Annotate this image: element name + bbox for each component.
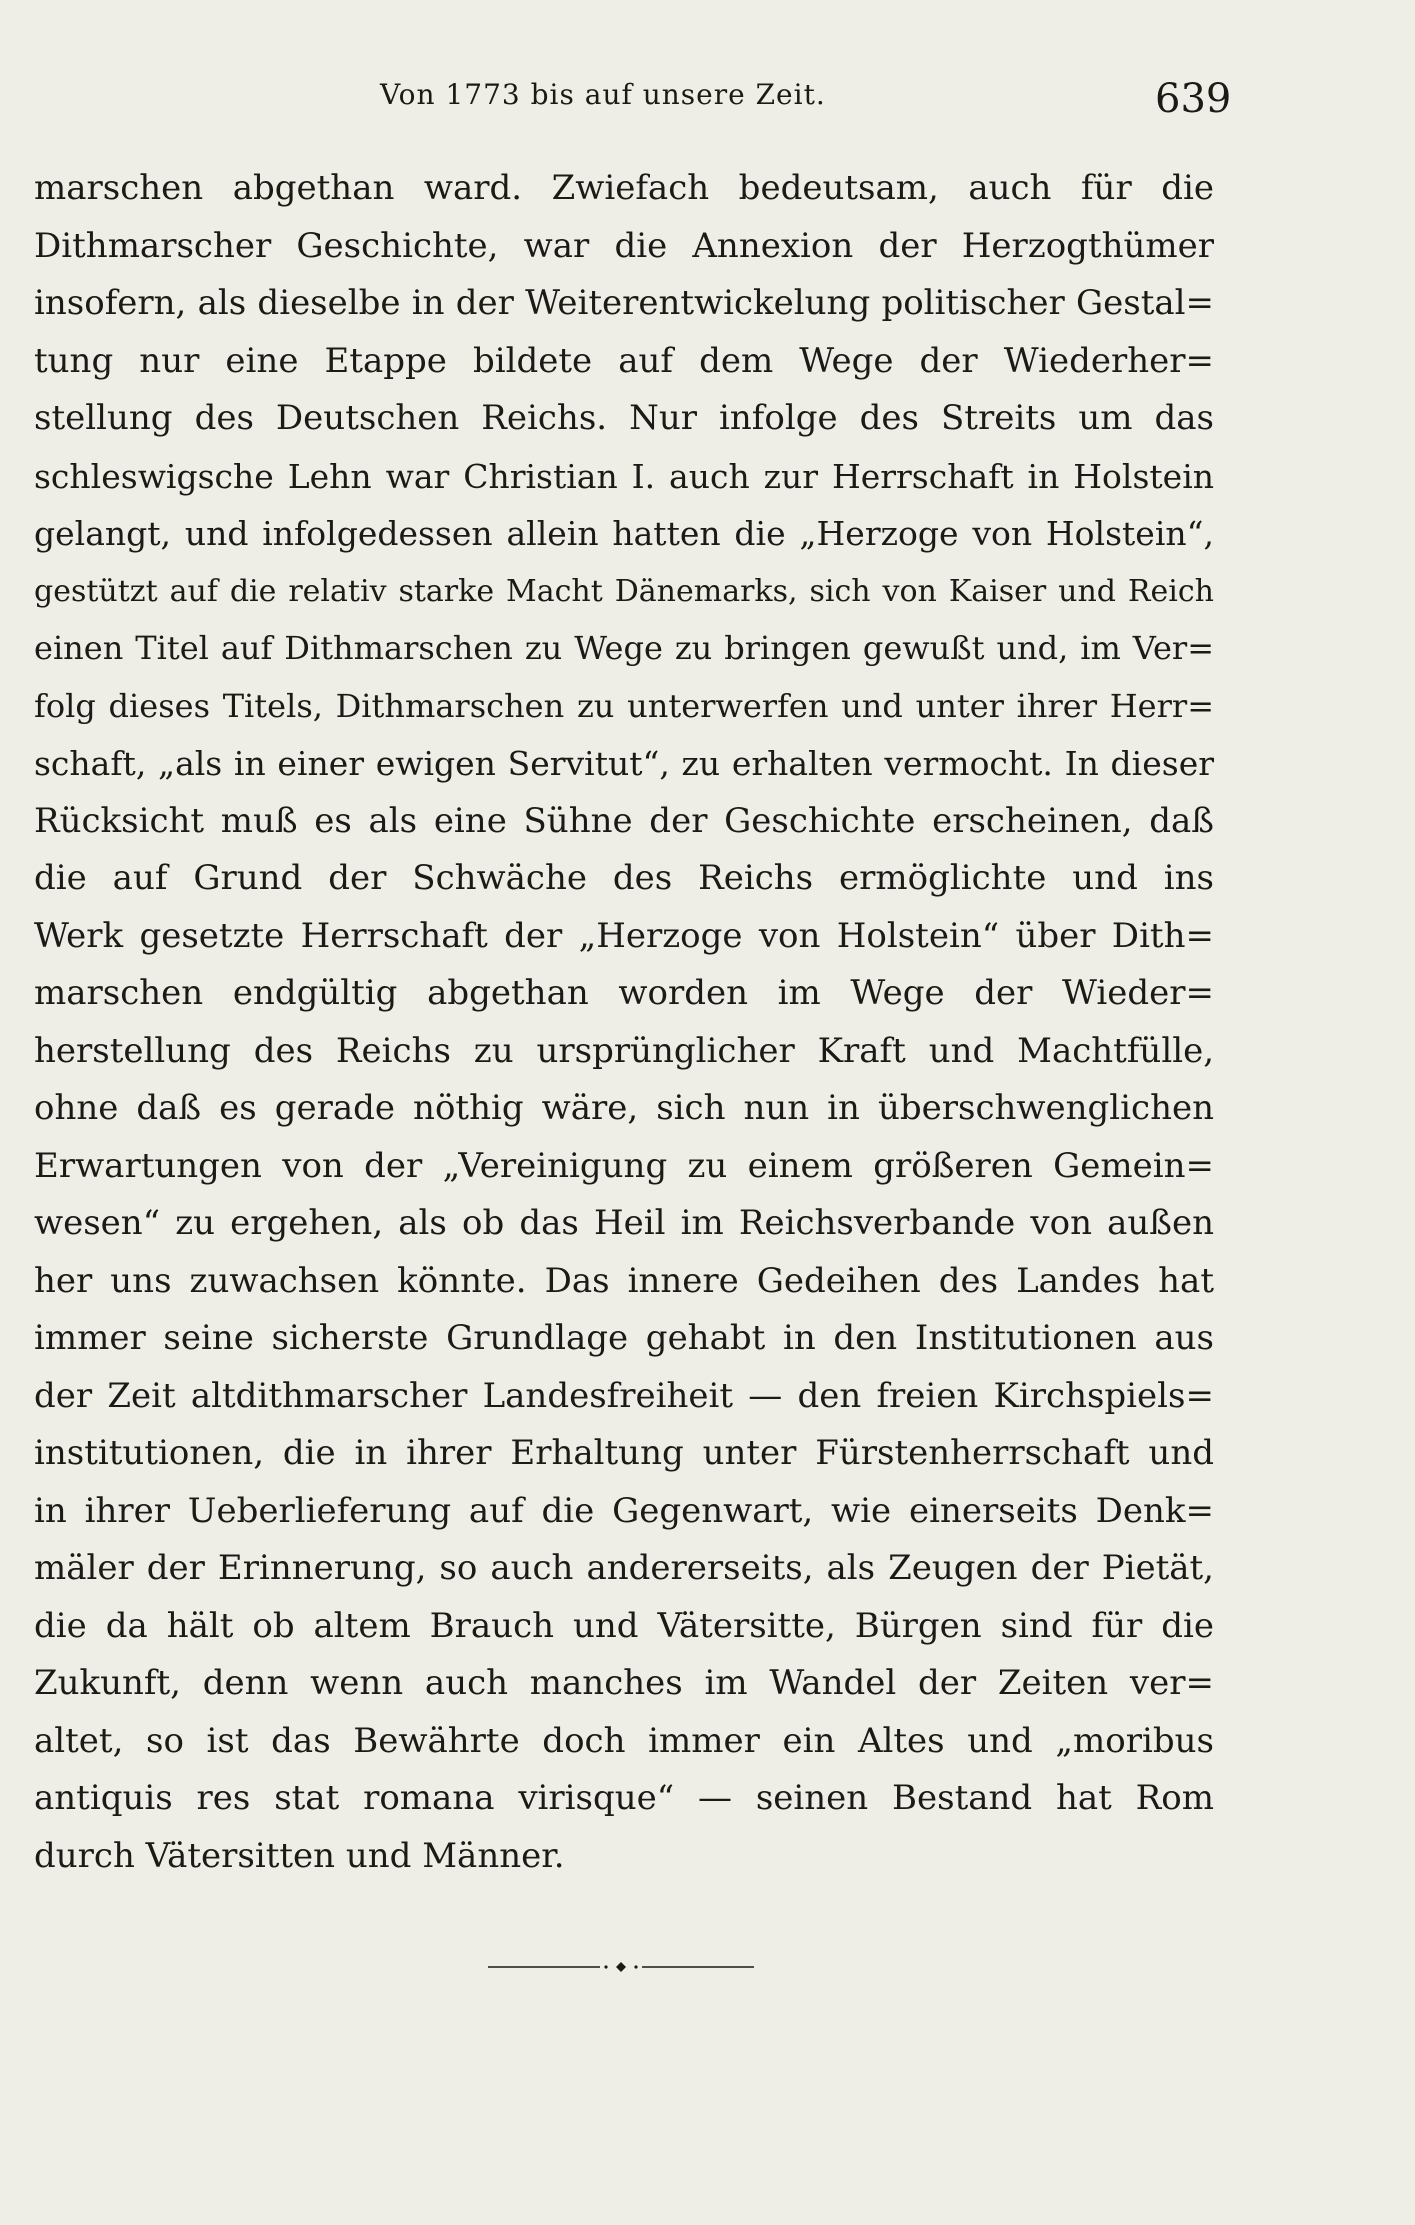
text-line: einen Titel auf Dithmarschen zu Wege zu bringen gewußt und, im Ver= (34, 629, 1214, 667)
ornament-rule-icon (488, 1959, 754, 1975)
running-title: Von 1773 bis auf unsere Zeit. (380, 78, 826, 111)
text-line: herstellung des Reichs zu ursprünglicher Kraft und Machtfülle, (34, 1030, 1214, 1071)
text-line-last: durch Vätersitten und Männer. (34, 1835, 565, 1876)
text-line: her uns zuwachsen könnte. Das innere Gedeihen des Landes hat (34, 1260, 1214, 1301)
text-line: Zukunft, denn wenn auch manches im Wandel der Zeiten ver= (34, 1663, 1214, 1703)
text-line: mäler der Erinnerung, so auch andererseits, als Zeugen der Pietät, (34, 1548, 1214, 1588)
text-line: gestützt auf die relativ starke Macht Dänemarks, sich von Kaiser und Reich (34, 573, 1214, 609)
body-text (34, 160, 1214, 1885)
text-line: antiquis res stat romana virisque“ — seinen Bestand hat Rom (34, 1778, 1214, 1818)
text-line: marschen abgethan ward. Zwiefach bedeutsam, auch für die (34, 168, 1214, 208)
page-number: 639 (1155, 76, 1232, 122)
text-line: immer seine sicherste Grundlage gehabt in den Institutionen aus (34, 1318, 1214, 1358)
text-line: insofern, als dieselbe in der Weiterentwickelung politischer Gestal= (34, 283, 1214, 323)
text-line: die auf Grund der Schwäche des Reichs ermöglichte und ins (34, 858, 1214, 898)
text-line: Dithmarscher Geschichte, war die Annexion der Herzogthümer (34, 225, 1214, 266)
text-line: schaft, „als in einer ewigen Servitut“, zu erhalten vermocht. In dieser (34, 744, 1214, 783)
text-line: der Zeit altdithmarscher Landesfreiheit — den freien Kirchspiels= (34, 1375, 1214, 1416)
text-line: gelangt, und infolgedessen allein hatten die „Herzoge von Holstein“, (34, 514, 1214, 553)
text-line: Werk gesetzte Herrschaft der „Herzoge von Holstein“ über Dith= (34, 915, 1214, 956)
text-line: in ihrer Ueberlieferung auf die Gegenwart, wie einerseits Denk= (34, 1490, 1214, 1531)
end-ornament (488, 1959, 754, 1975)
text-line: stellung des Deutschen Reichs. Nur infolge des Streits um das (34, 398, 1214, 438)
text-line: wesen“ zu ergehen, als ob das Heil im Reichsverbande von außen (34, 1203, 1214, 1243)
text-line: institutionen, die in ihrer Erhaltung unter Fürstenherrschaft und (34, 1433, 1214, 1473)
text-line: marschen endgültig abgethan worden im Wege der Wieder= (34, 973, 1214, 1013)
text-line: die da hält ob altem Brauch und Vätersitte, Bürgen sind für die (34, 1605, 1214, 1646)
text-line: schleswigsche Lehn war Christian I. auch zur Herrschaft in Holstein (34, 456, 1214, 496)
text-line: tung nur eine Etappe bildete auf dem Wege der Wiederher= (34, 340, 1214, 381)
text-line: altet, so ist das Bewährte doch immer ein Altes und „moribus (34, 1720, 1214, 1761)
text-line: ohne daß es gerade nöthig wäre, sich nun in überschwenglichen (34, 1088, 1214, 1128)
text-line: Rücksicht muß es als eine Sühne der Geschichte erscheinen, daß (34, 800, 1214, 841)
text-line: Erwartungen von der „Vereinigung zu einem größeren Gemein= (34, 1145, 1214, 1186)
text-line: folg dieses Titels, Dithmarschen zu unterwerfen und unter ihrer Herr= (34, 686, 1214, 725)
